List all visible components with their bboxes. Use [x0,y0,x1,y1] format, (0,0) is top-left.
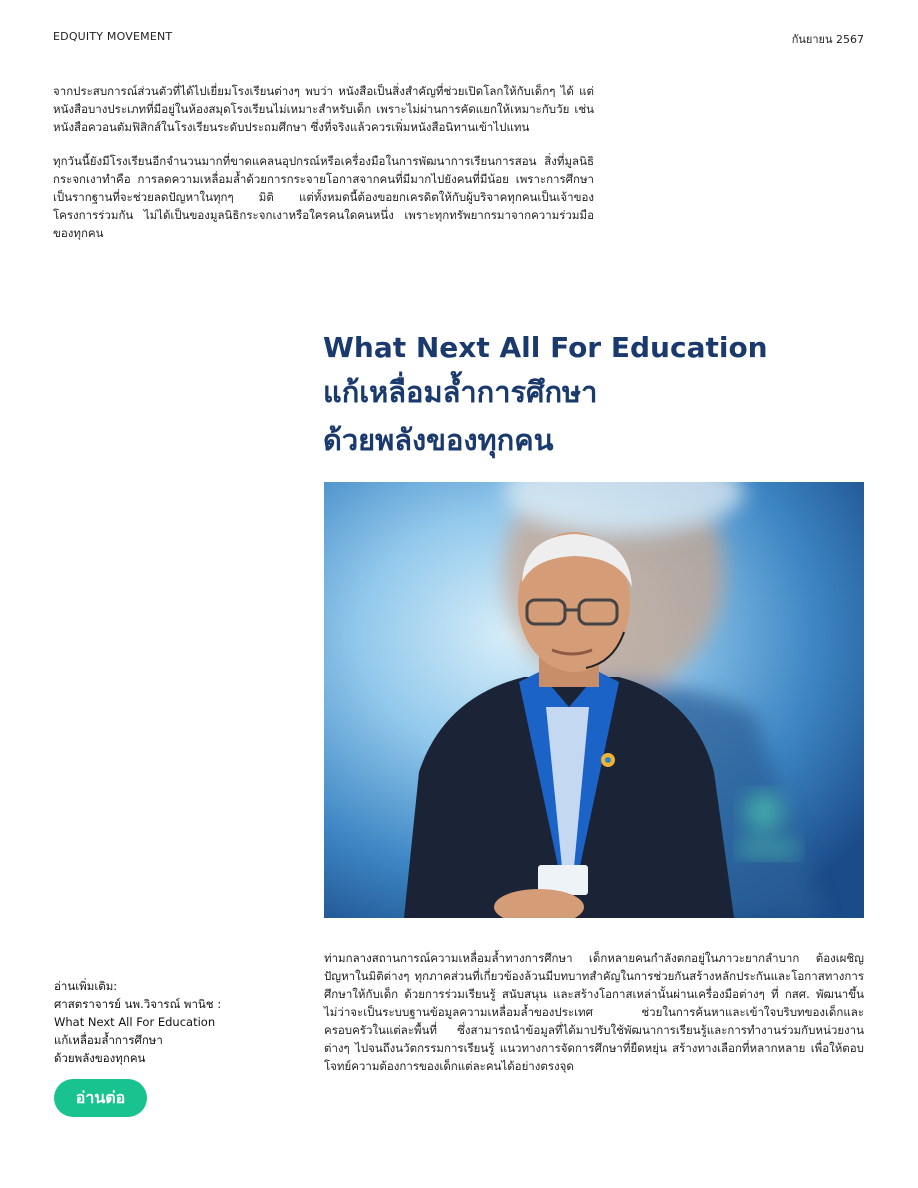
headline-english: What Next All For Education [323,331,768,364]
read-more-title-th-2: ด้วยพลังของทุกคน [54,1051,146,1065]
headline-thai-line-1: แก้เหลื่อมล้ำการศึกษา [323,375,598,409]
read-more-label: อ่านเพิ่มเติม: [54,979,118,993]
read-more-section [54,977,304,1067]
read-more-author: ศาสตราจารย์ นพ.วิจารณ์ พานิช : [54,997,222,1011]
article-headline [323,328,863,464]
intro-section [53,82,594,258]
intro-paragraph-1: จากประสบการณ์ส่วนตัวที่ได้ไปเยี่ยมโรงเรียนต่างๆ พบว่า หนังสือเป็นสิ่งสำคัญที่ช่วยเปิดโลกให้กับเด็กๆ ได้ แต่หนังสือบางประเภทที่มีอยู่ในห้องสมุดโรงเรียนไม่เหมาะสำหรับเด็ก เพราะไม่ผ่านการคัดแยกให้เหมาะกับวัย เช่น หนังสือควอนตัมฟิสิกส์ในโรงเรียนระดับประถมศึกษา ซึ่งที่จริงแล้วควรเพิ่มหนังสือนิทานเข้าไปแทน [53,84,594,134]
read-more-title-en: What Next All For Education [54,1015,216,1029]
article-body: ท่ามกลางสถานการณ์ความเหลื่อมล้ำทางการศึกษา เด็กหลายคนกำลังตกอยู่ในภาวะยากลำบาก ต้องเผชิญปัญหาในมิติต่างๆ ทุกภาคส่วนที่เกี่ยวข้องล้วนมีบทบาทสำคัญในการช่วยกันสร้างหลักประกันและโอกาสทางการศึกษาให้กับเด็ก ด้วยการร่วมเรียนรู้ สนับสนุน และสร้างโอกาสเหล่านั้นผ่านเครื่องมือต่างๆ ที่ กสศ. พัฒนาขึ้น ไม่ว่าจะเป็นระบบฐานข้อมูลความเหลื่อมล้ำของประเทศ ช่วยในการค้นหาและเข้าใจบริบทของเด็กและครอบครัวในแต่ละพื้นที่ ซึ่งสามารถนำข้อมูลที่ได้มาปรับใช้พัฒนาการเรียนรู้และการทำงานร่วมกับหน่วยงานต่างๆ ไปจนถึงนวัตกรรมการเรียนรู้ แนวทางการจัดการศึกษาที่ยืดหยุ่น สร้างทางเลือกที่หลากหลาย เพื่อให้ตอบโจทย์ความต้องการของเด็กแต่ละคนได้อย่างตรงจุด [324,951,864,1073]
read-more-button[interactable]: อ่านต่อ [54,1079,147,1117]
brand-name: EDQUITY MOVEMENT [53,30,173,43]
headline-thai-line-2: ด้วยพลังของทุกคน [323,423,554,457]
speaker-photo [324,482,864,918]
read-more-title-th-1: แก้เหลื่อมล้ำการศึกษา [54,1033,163,1047]
intro-paragraph-2: ทุกวันนี้ยังมีโรงเรียนอีกจำนวนมากที่ขาดแคลนอุปกรณ์หรือเครื่องมือในการพัฒนาการเรียนการสอน สิ่งที่มูลนิธิกระจกเงาทำคือ การลดความเหลื่อมล้ำด้วยการกระจายโอกาสจากคนที่มีมากไปยังคนที่มีน้อย เพราะการศึกษาเป็นรากฐานที่จะช่วยลดปัญหาในทุกๆ มิติ แต่ทั้งหมดนี้ต้องขอยกเครดิตให้กับผู้บริจาคทุกคนเป็นเจ้าของโครงการร่วมกัน ไม่ได้เป็นของมูลนิธิกระจกเงาหรือใครคนใดคนหนึ่ง เพราะทุกทรัพยากรมาจากความร่วมมือของทุกคน [53,154,594,240]
issue-date: กันยายน 2567 [791,33,864,46]
